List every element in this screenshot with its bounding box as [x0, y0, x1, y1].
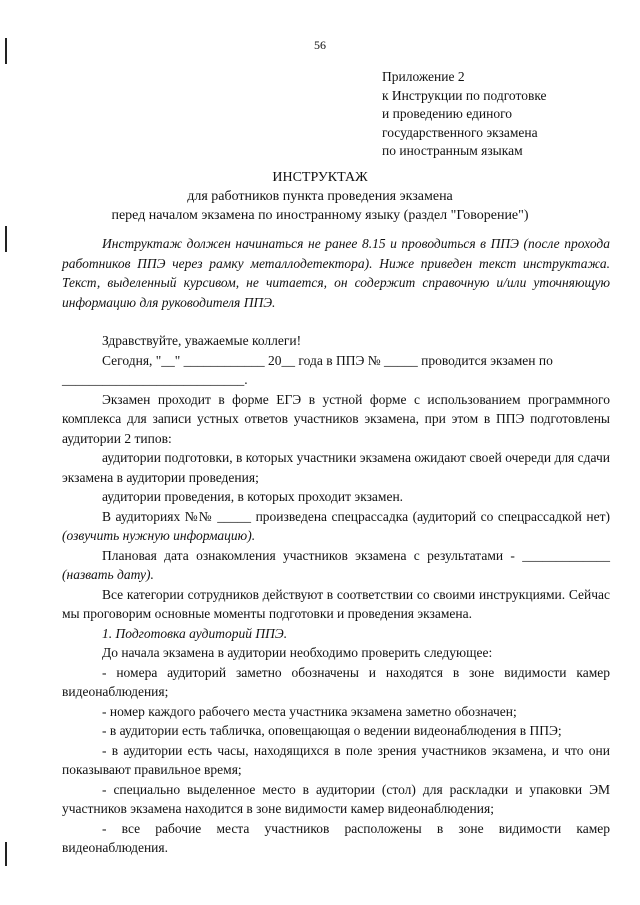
today-line: Сегодня, "__" ____________ 20__ года в ППЭ № _____ проводится экзамен по: [102, 352, 553, 368]
today-continuation: ___________________________.: [62, 372, 248, 387]
document-subtitle: перед началом экзамена по иностранному языку (раздел "Говорение"): [111, 208, 529, 223]
paragraph: До начала экзамена в аудитории необходимо проверить следующее:: [102, 645, 493, 660]
appendix-line: государственного экзамена: [382, 124, 538, 140]
section-heading: 1. Подготовка аудиторий ППЭ.: [102, 625, 288, 641]
page-number: 56: [314, 38, 326, 52]
appendix-block: [382, 68, 547, 161]
paragraph: [62, 546, 610, 585]
appendix-line: по иностранным языкам: [382, 143, 523, 158]
paragraph: аудитории проведения, в которых проходит экзамен.: [102, 489, 404, 504]
appendix-line: к Инструкции по подготовке: [382, 87, 547, 103]
paragraph-note: (назвать дату).: [62, 567, 154, 582]
document-body: [62, 234, 610, 858]
paragraph: Все категории сотрудников действуют в соответствии со своими инструкциями. Сейчас мы проговорим основные моменты подготовки и проведения экзамена.: [62, 586, 610, 621]
paragraph: [62, 507, 610, 546]
paragraph: Экзамен проходит в форме ЕГЭ в устной форме с использованием программного комплекса для записи устных ответов участников экзамена, при этом в ППЭ подготовлены аудитории 2 типов:: [62, 391, 610, 446]
document-title: ИНСТРУКТАЖ: [272, 170, 368, 185]
list-item: - номер каждого рабочего места участника экзамена заметно обозначен;: [102, 703, 517, 719]
appendix-line: Приложение 2: [382, 69, 465, 84]
list-item: - специально выделенное место в аудитории (стол) для раскладки и упаковки ЭМ участников экзамена находится в зоне видимости камер видеонаблюдения;: [62, 781, 610, 816]
document-subtitle: для работников пункта проведения экзамена: [187, 189, 453, 204]
paragraph-text: Плановая дата ознакомления участников экзамена с результатами - _____________: [102, 547, 610, 563]
paragraph: аудитории подготовки, в которых участники экзамена ожидают своей очереди для сдачи экзамена в аудитории проведения;: [62, 450, 610, 485]
margin-mark: [5, 842, 7, 866]
paragraph-note: (озвучить нужную информацию).: [62, 528, 256, 543]
list-item: - все рабочие места участников расположены в зоне видимости камер видеонаблюдения.: [62, 820, 610, 855]
greeting: Здравствуйте, уважаемые коллеги!: [102, 333, 302, 348]
list-item: - номера аудиторий заметно обозначены и находятся в зоне видимости камер видеонаблюдения;: [62, 664, 610, 699]
appendix-line: и проведению единого: [382, 106, 513, 121]
paragraph-text: В аудиториях №№ _____ произведена спецрассадка (аудиторий со спецрассадкой нет): [102, 508, 610, 524]
list-item: - в аудитории есть табличка, оповещающая о ведении видеонаблюдения в ППЭ;: [102, 723, 562, 738]
margin-mark: [5, 226, 7, 252]
list-item: - в аудитории есть часы, находящихся в поле зрения участников экзамена, и что они показывают правильное время;: [62, 742, 610, 777]
intro-note: Инструктаж должен начинаться не ранее 8.15 и проводиться в ППЭ (после прохода работников ППЭ через рамку металлодетектора). Ниже приведен текст инструктажа. Текст, выделенный курсивом, не читается, он содержит справочную и/или уточняющую информацию для руководителя ППЭ.: [62, 236, 610, 310]
